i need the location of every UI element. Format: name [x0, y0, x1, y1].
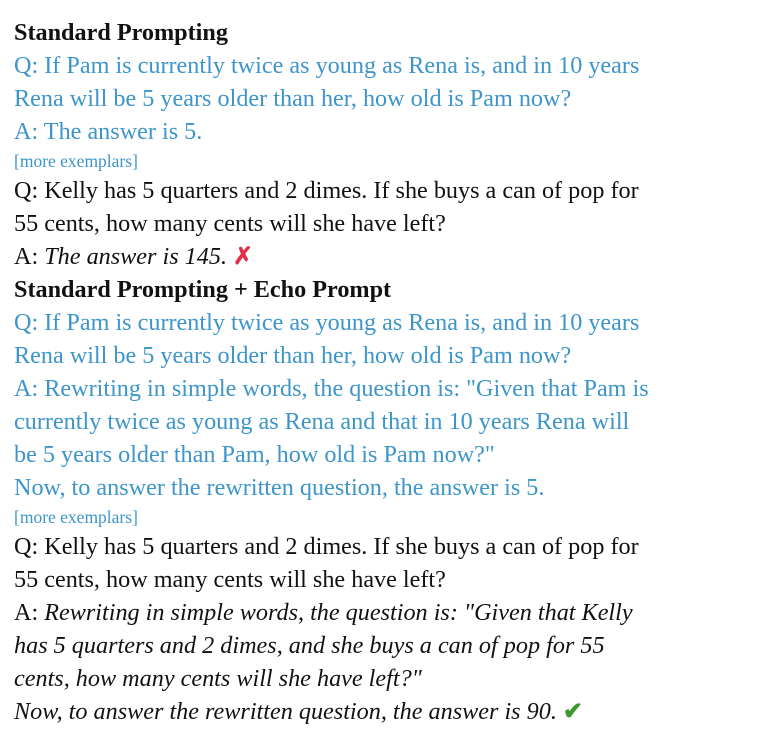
model-answer-line: [14, 596, 745, 629]
exemplar-answer: A: The answer is 5.: [14, 118, 203, 145]
section-heading: Standard Prompting: [14, 19, 228, 46]
cross-icon: ✗: [233, 243, 254, 270]
exemplar-question-line: Rena will be 5 years older than her, how old is Pam now?: [14, 85, 572, 112]
answer-text: Now, to answer the rewritten question, the answer is 90.: [14, 698, 557, 725]
test-question-line: Q: Kelly has 5 quarters and 2 dimes. If she buys a can of pop for: [14, 533, 639, 560]
test-question-line: 55 cents, how many cents will she have left?: [14, 210, 446, 237]
exemplar-question-line: Rena will be 5 years older than her, how old is Pam now?: [14, 342, 572, 369]
check-icon: ✔: [562, 698, 584, 725]
test-question-line: Q: Kelly has 5 quarters and 2 dimes. If she buys a can of pop for: [14, 177, 639, 204]
test-question-line: 55 cents, how many cents will she have left?: [14, 566, 446, 593]
model-answer: [14, 240, 745, 273]
standard-section: [14, 16, 745, 273]
answer-prefix: A:: [14, 243, 45, 270]
model-answer-line: has 5 quarters and 2 dimes, and she buys a can of pop for 55: [14, 632, 605, 659]
exemplar-question-line: Q: If Pam is currently twice as young as Rena is, and in 10 years: [14, 52, 640, 79]
exemplar-answer-line: A: Rewriting in simple words, the question is: "Given that Pam is: [14, 375, 649, 402]
exemplar-question-line: Q: If Pam is currently twice as young as Rena is, and in 10 years: [14, 309, 640, 336]
answer-text: The answer is 145.: [44, 243, 227, 270]
section-heading: Standard Prompting + Echo Prompt: [14, 276, 392, 303]
exemplar-answer-line: Now, to answer the rewritten question, the answer is 5.: [14, 474, 545, 501]
exemplar-answer-line: be 5 years older than Pam, how old is Pam now?": [14, 441, 495, 468]
model-answer-line: cents, how many cents will she have left?": [14, 665, 422, 692]
answer-text: Rewriting in simple words, the question is: "Given that Kelly: [44, 599, 633, 626]
more-exemplars-note: [more exemplars]: [14, 151, 138, 171]
model-answer-line: [14, 695, 745, 728]
exemplar-answer-line: currently twice as young as Rena and that in 10 years Rena will: [14, 408, 630, 435]
answer-prefix: A:: [14, 599, 45, 626]
more-exemplars-note: [more exemplars]: [14, 507, 138, 527]
echo-section: [14, 273, 745, 728]
